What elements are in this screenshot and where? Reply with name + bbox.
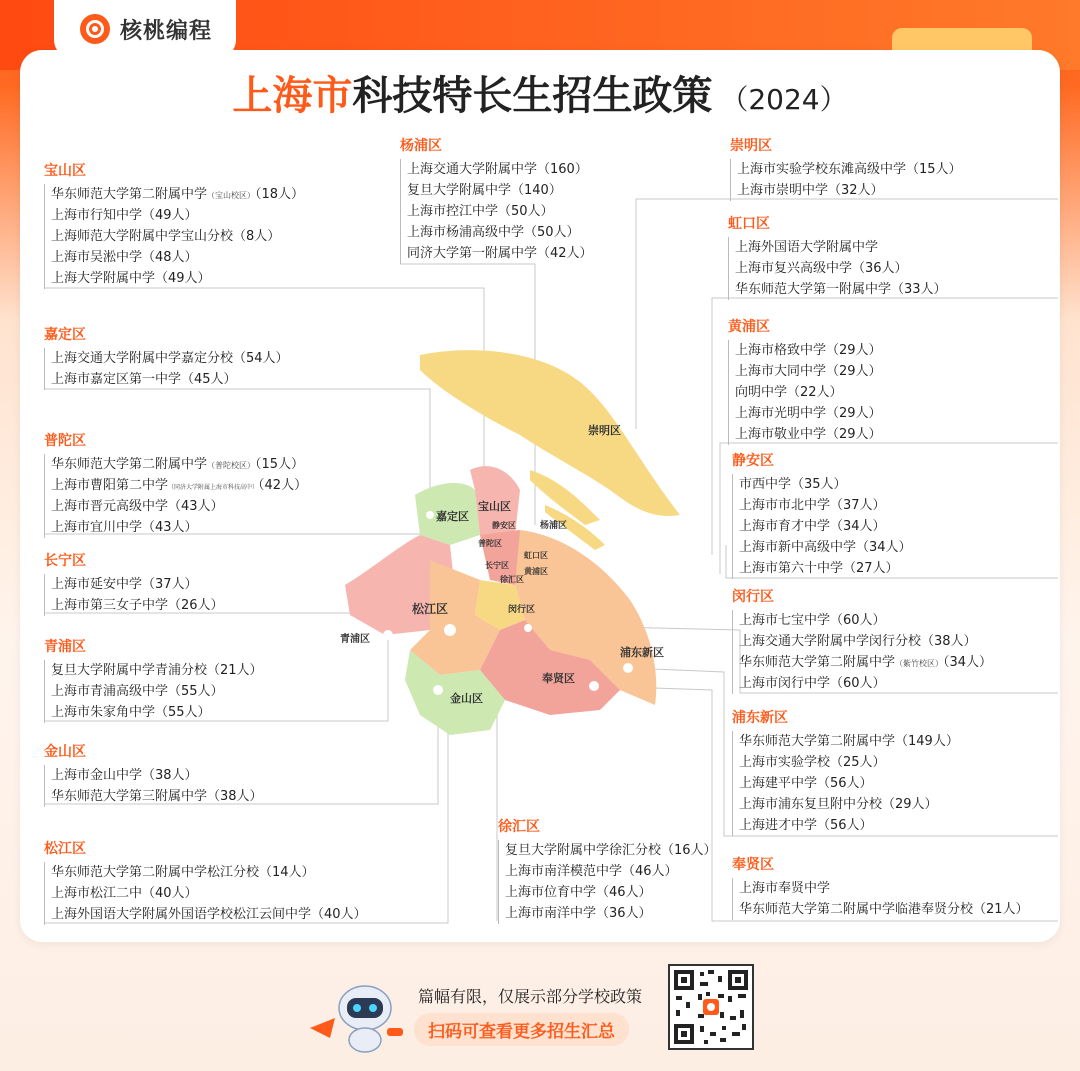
school-item: 上海市曹阳第二中学（同济大学附属上海市科技高中）（42人） — [51, 478, 308, 493]
district-baoshan — [44, 160, 304, 289]
map-label-fengxian: 奉贤区 — [542, 672, 575, 685]
school-item: 上海市市北中学（37人） — [739, 498, 886, 513]
scan-cta[interactable]: 扫码可查看更多招生汇总 — [414, 1013, 629, 1046]
district-xuhui — [498, 816, 717, 924]
district-name: 松江区 — [44, 841, 86, 857]
school-list — [732, 474, 912, 579]
school-item: 上海交通大学附属中学嘉定分校（54人） — [51, 351, 289, 366]
school-item: 上海市南洋中学（36人） — [505, 906, 652, 921]
school-item: 上海市青浦高级中学（55人） — [51, 684, 224, 699]
school-list — [44, 184, 304, 289]
map-marker-qingpu — [383, 630, 393, 640]
map-marker-chongming — [631, 429, 641, 439]
district-songjiang — [44, 838, 367, 925]
district-name: 虹口区 — [728, 216, 770, 232]
school-item: 华东师范大学第二附属中学临港奉贤分校（21人） — [739, 902, 1029, 917]
school-item: 上海外国语大学附属外国语学校松江云间中学（40人） — [51, 907, 367, 922]
school-item: 华东师范大学第一附属中学（33人） — [735, 282, 947, 297]
school-item: 上海市光明中学（29人） — [735, 406, 882, 421]
district-putuo — [44, 430, 307, 538]
map-label-jingan: 静安区 — [492, 521, 516, 530]
school-item: 上海市浦东复旦附中分校（29人） — [739, 797, 938, 812]
school-item: 市西中学（35人） — [739, 477, 847, 492]
school-list — [400, 159, 593, 264]
map-marker-fengxian — [589, 681, 599, 691]
school-item: 华东师范大学第三附属中学（38人） — [51, 789, 263, 804]
school-list — [44, 765, 263, 807]
map-label-chongming: 崇明区 — [588, 424, 621, 437]
map-label-putuo: 普陀区 — [478, 539, 502, 548]
district-name: 宝山区 — [44, 163, 86, 179]
school-item: 上海外国语大学附属中学 — [735, 240, 879, 255]
district-jingan — [732, 450, 912, 579]
school-item: 上海市闵行中学（60人） — [739, 676, 886, 691]
school-list — [44, 348, 289, 390]
map-marker-songjiang — [444, 624, 456, 636]
district-name: 徐汇区 — [498, 819, 540, 835]
robot-mascot — [305, 978, 410, 1058]
school-item: 华东师范大学第二附属中学（普陀校区）（15人） — [51, 457, 305, 472]
school-item: 复旦大学附属中学徐汇分校（16人） — [505, 843, 717, 858]
school-item: 上海市第六十中学（27人） — [739, 561, 899, 576]
school-item: 上海市控江中学（50人） — [407, 204, 554, 219]
map-marker-jinshan — [433, 685, 443, 695]
district-yangpu — [400, 135, 593, 264]
brand-name: 核桃编程 — [120, 18, 213, 44]
school-item: 上海市实验学校（25人） — [739, 755, 886, 770]
school-item: 上海市大同中学（29人） — [735, 364, 882, 379]
district-hongkou — [728, 213, 947, 300]
school-item: 上海交通大学附属中学闵行分校（38人） — [739, 634, 977, 649]
school-item: 上海市南洋模范中学（46人） — [505, 864, 678, 879]
district-qingpu — [44, 636, 263, 723]
school-item: 上海建平中学（56人） — [739, 776, 873, 791]
school-item: 上海市新中高级中学（34人） — [739, 540, 912, 555]
district-chongming — [730, 135, 962, 201]
shanghai-map — [330, 330, 710, 750]
district-name: 青浦区 — [44, 639, 86, 655]
district-name: 嘉定区 — [44, 327, 86, 343]
map-label-jinshan: 金山区 — [450, 692, 483, 705]
school-item: 向明中学（22人） — [735, 385, 843, 400]
school-item: 上海市行知中学（49人） — [51, 208, 198, 223]
school-item: 复旦大学附属中学（140） — [407, 183, 562, 198]
district-fengxian — [732, 854, 1029, 920]
school-item: 上海大学附属中学（49人） — [51, 271, 211, 286]
map-marker-minhang — [524, 624, 532, 632]
district-name: 浦东新区 — [732, 710, 788, 726]
school-list — [730, 159, 962, 201]
district-minhang — [732, 586, 992, 694]
district-name: 崇明区 — [730, 138, 772, 154]
school-item: 上海市格致中学（29人） — [735, 343, 882, 358]
school-item: 上海市敬业中学（29人） — [735, 427, 882, 442]
map-label-huangpu: 黄浦区 — [524, 567, 548, 576]
school-item: 上海市崇明中学（32人） — [737, 183, 884, 198]
map-label-pudong: 浦东新区 — [620, 646, 664, 659]
school-list — [44, 454, 307, 538]
school-item: 上海市七宝中学（60人） — [739, 613, 886, 628]
school-list — [498, 840, 717, 924]
school-item: 上海市复兴高级中学（36人） — [735, 261, 908, 276]
qr-code[interactable] — [668, 964, 754, 1050]
district-pudong — [732, 707, 959, 836]
district-name: 奉贤区 — [732, 857, 774, 873]
school-list — [728, 340, 882, 445]
school-item: 上海市金山中学（38人） — [51, 768, 198, 783]
school-list — [732, 731, 959, 836]
district-name: 黄浦区 — [728, 319, 770, 335]
school-item: 上海市奉贤中学 — [739, 881, 831, 896]
map-label-changning: 长宁区 — [485, 561, 509, 570]
district-name: 静安区 — [732, 453, 774, 469]
map-label-minhang: 闵行区 — [508, 605, 536, 615]
school-item: 上海进才中学（56人） — [739, 818, 873, 833]
map-marker-jiading — [426, 511, 434, 519]
school-item: 上海市位育中学（46人） — [505, 885, 652, 900]
school-list — [44, 862, 367, 925]
school-list — [44, 660, 263, 723]
school-list — [732, 610, 992, 694]
district-name: 杨浦区 — [400, 138, 442, 154]
school-item: 上海市嘉定区第一中学（45人） — [51, 372, 237, 387]
district-huangpu — [728, 316, 882, 445]
school-list — [728, 237, 947, 300]
map-label-hongkou: 虹口区 — [524, 551, 548, 560]
map-label-baoshan: 宝山区 — [478, 500, 511, 513]
title-year: （2024） — [720, 83, 848, 116]
school-item: 上海市晋元高级中学（43人） — [51, 499, 224, 514]
map-marker-pudong — [623, 663, 633, 673]
map-label-qingpu: 青浦区 — [340, 634, 370, 645]
school-item: 上海市育才中学（34人） — [739, 519, 886, 534]
school-item: 复旦大学附属中学青浦分校（21人） — [51, 663, 263, 678]
school-list — [44, 574, 224, 616]
school-item: 上海市杨浦高级中学（50人） — [407, 225, 580, 240]
map-label-yangpu: 杨浦区 — [540, 521, 568, 531]
map-label-songjiang: 松江区 — [412, 602, 449, 616]
district-changning — [44, 550, 224, 616]
school-item: 华东师范大学第二附属中学（149人） — [739, 734, 959, 749]
school-item: 上海市朱家角中学（55人） — [51, 705, 211, 720]
map-label-xuhui: 徐汇区 — [500, 575, 524, 584]
school-item: 上海市延安中学（37人） — [51, 577, 198, 592]
school-item: 华东师范大学第二附属中学（宝山校区）（18人） — [51, 187, 305, 202]
footer-note: 篇幅有限，仅展示部分学校政策 — [418, 987, 643, 1006]
district-name: 普陀区 — [44, 433, 86, 449]
school-item: 上海市宜川中学（43人） — [51, 520, 198, 535]
school-item: 上海市吴淞中学（48人） — [51, 250, 198, 265]
school-item: 上海市松江二中（40人） — [51, 886, 198, 901]
district-name: 金山区 — [44, 744, 86, 760]
school-item: 华东师范大学第二附属中学（紫竹校区）（34人） — [739, 655, 993, 670]
district-jinshan — [44, 741, 263, 807]
district-name: 闵行区 — [732, 589, 774, 605]
district-name: 长宁区 — [44, 553, 86, 569]
school-item: 上海师范大学附属中学宝山分校（8人） — [51, 229, 281, 244]
district-jiading — [44, 324, 289, 390]
title-highlight: 上海市 — [232, 73, 353, 119]
map-label-jiading: 嘉定区 — [436, 510, 469, 523]
school-item: 同济大学第一附属中学（42人） — [407, 246, 593, 261]
school-item: 上海交通大学附属中学（160） — [407, 162, 588, 177]
school-item: 上海市第三女子中学（26人） — [51, 598, 224, 613]
school-item: 华东师范大学第二附属中学松江分校（14人） — [51, 865, 315, 880]
school-list — [732, 878, 1029, 920]
school-item: 上海市实验学校东滩高级中学（15人） — [737, 162, 962, 177]
title-main: 科技特长生招生政策 — [352, 73, 713, 119]
